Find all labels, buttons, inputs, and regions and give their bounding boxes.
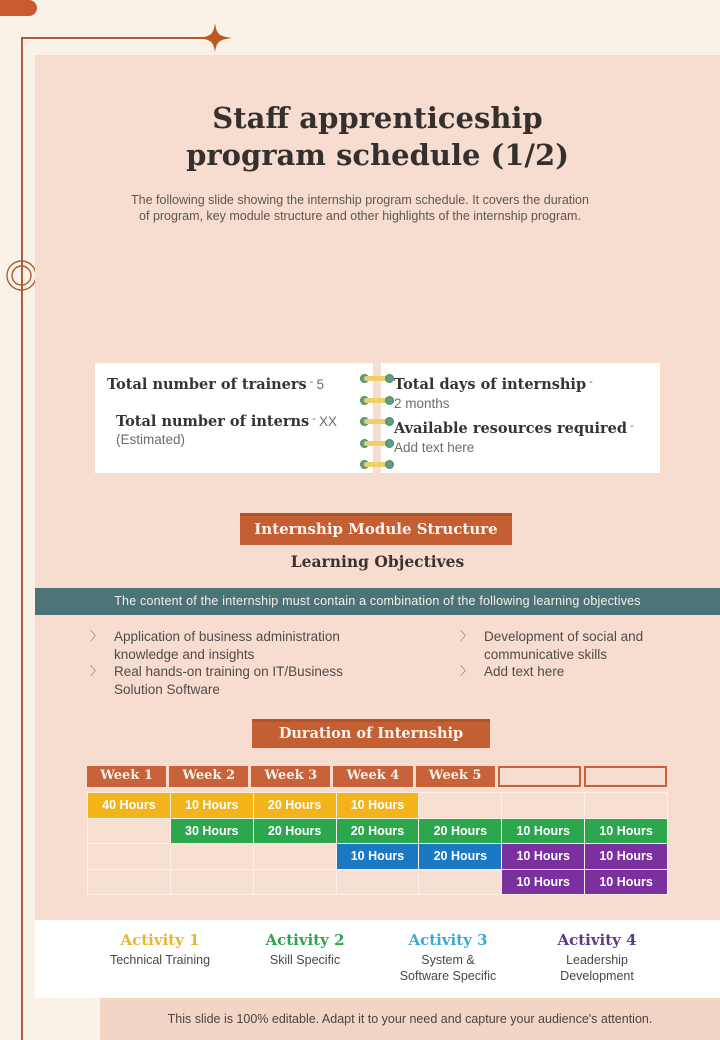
top-left-pill-decoration xyxy=(0,0,37,16)
empty-cell xyxy=(171,870,254,896)
empty-cell xyxy=(88,819,171,845)
week-header-cell: Week 5 xyxy=(416,766,495,787)
objective-item xyxy=(460,628,685,663)
legend-subtitle: System & Software Specific xyxy=(399,953,497,983)
slide-panel xyxy=(35,55,720,920)
empty-cell xyxy=(171,844,254,870)
duration-of-internship-banner: Duration of Internship xyxy=(252,719,490,748)
legend-subtitle: Leadership Development xyxy=(560,953,634,983)
spiral-binding-icon xyxy=(360,368,394,468)
stat-value: 2 months xyxy=(394,396,450,411)
stat-item xyxy=(116,413,365,448)
footer-note-text: This slide is 100% editable. Adapt it to your need and capture your audience's attention. xyxy=(167,1012,653,1026)
stat-item xyxy=(394,420,652,455)
legend-subtitle: Skill Specific xyxy=(269,953,341,967)
binding-ring-icon xyxy=(360,417,394,426)
binding-ring-icon xyxy=(360,374,394,383)
objective-text: Application of business administration knowledge and insights xyxy=(114,629,340,662)
empty-cell xyxy=(337,870,420,896)
legend-title: Activity 3 xyxy=(408,931,488,949)
legend-title: Activity 1 xyxy=(120,931,200,949)
legend-item xyxy=(230,931,380,968)
stat-value: 5 xyxy=(316,377,324,392)
corner-line-vertical xyxy=(21,37,23,1040)
chevron-bullet-icon: 〉 xyxy=(460,664,473,678)
objectives-list-right xyxy=(460,628,685,681)
legend-subtitle: Technical Training xyxy=(109,953,211,967)
stat-label: Total number of trainers xyxy=(107,376,307,393)
objective-item xyxy=(460,663,685,681)
empty-cell xyxy=(502,793,585,819)
stat-value: Add text here xyxy=(394,440,475,455)
chevron-bullet-icon: 〉 xyxy=(460,629,473,643)
hours-cell: 10 Hours xyxy=(585,844,668,870)
week-header-cell: Week 3 xyxy=(251,766,330,787)
hours-cell: 10 Hours xyxy=(337,793,420,819)
empty-cell xyxy=(88,844,171,870)
chevron-bullet-icon: 〉 xyxy=(90,629,103,643)
learning-objectives-heading: Learning Objectives xyxy=(290,552,465,571)
hours-cell: 10 Hours xyxy=(337,844,420,870)
legend-item xyxy=(522,931,672,984)
corner-line-horizontal xyxy=(21,37,207,39)
week-header-cell: Week 4 xyxy=(333,766,412,787)
page-subtitle: The following slide showing the internship program schedule. It covers the duration of program, key module structure and other highlights of the internship program. xyxy=(131,193,589,223)
empty-cell xyxy=(419,793,502,819)
hours-cell: 10 Hours xyxy=(585,870,668,896)
stat-item xyxy=(394,376,652,411)
objective-text: Real hands-on training on IT/Business Solution Software xyxy=(114,664,343,697)
hours-cell: 20 Hours xyxy=(419,819,502,845)
footer-note xyxy=(100,998,720,1040)
binding-ring-icon xyxy=(360,439,394,448)
hours-cell: 30 Hours xyxy=(171,819,254,845)
legend-title: Activity 4 xyxy=(557,931,637,949)
stat-note: (Estimated) xyxy=(116,432,186,447)
hours-cell: 20 Hours xyxy=(337,819,420,845)
stat-dash: - xyxy=(586,376,593,388)
hours-cell: 10 Hours xyxy=(502,870,585,896)
legend-title: Activity 2 xyxy=(265,931,345,949)
hours-cell: 20 Hours xyxy=(254,819,337,845)
stat-label: Total number of interns xyxy=(116,413,310,430)
binding-ring-icon xyxy=(360,460,394,469)
stat-dash: - xyxy=(306,376,317,388)
week-header-row xyxy=(87,766,667,787)
learning-objectives-banner: The content of the internship must contain a combination of the following learning objectives xyxy=(35,588,720,615)
objectives-list-left xyxy=(90,628,385,698)
objective-text: Development of social and communicative skills xyxy=(484,629,644,662)
stat-label: Available resources required xyxy=(394,420,628,437)
activities-legend-strip xyxy=(35,920,720,998)
hours-cell: 40 Hours xyxy=(88,793,171,819)
week-header-cell-empty xyxy=(584,766,667,787)
stat-label: Total days of internship xyxy=(394,376,587,393)
empty-cell xyxy=(254,870,337,896)
hours-cell: 10 Hours xyxy=(171,793,254,819)
stat-dash: - xyxy=(309,413,319,425)
hours-cell: 20 Hours xyxy=(419,844,502,870)
binding-ring-icon xyxy=(360,396,394,405)
page-title xyxy=(35,100,720,174)
stats-box-left xyxy=(95,363,373,473)
week-header-cell: Week 1 xyxy=(87,766,166,787)
hours-cell: 10 Hours xyxy=(502,819,585,845)
page-title-line2: program schedule (1/2) xyxy=(186,138,569,172)
stat-item xyxy=(107,376,365,394)
legend-item xyxy=(85,931,235,968)
week-header-cell: Week 2 xyxy=(169,766,248,787)
sparkle-icon xyxy=(196,20,234,56)
empty-cell xyxy=(419,870,502,896)
internship-module-structure-banner: Internship Module Structure xyxy=(240,513,512,545)
empty-cell xyxy=(88,870,171,896)
legend-item xyxy=(373,931,523,984)
page-title-line1: Staff apprenticeship xyxy=(212,101,543,135)
hours-cell: 10 Hours xyxy=(502,844,585,870)
week-header-cell-empty xyxy=(498,766,581,787)
stat-dash: - xyxy=(627,420,634,432)
chevron-bullet-icon: 〉 xyxy=(90,664,103,678)
objective-text: Add text here xyxy=(484,664,565,679)
empty-cell xyxy=(585,793,668,819)
hours-cell: 20 Hours xyxy=(254,793,337,819)
objective-item xyxy=(90,628,385,663)
stats-box-right xyxy=(381,363,660,473)
empty-cell xyxy=(254,844,337,870)
hours-cell: 10 Hours xyxy=(585,819,668,845)
stat-value: XX xyxy=(318,414,337,429)
schedule-table xyxy=(87,792,668,895)
objective-item xyxy=(90,663,385,698)
